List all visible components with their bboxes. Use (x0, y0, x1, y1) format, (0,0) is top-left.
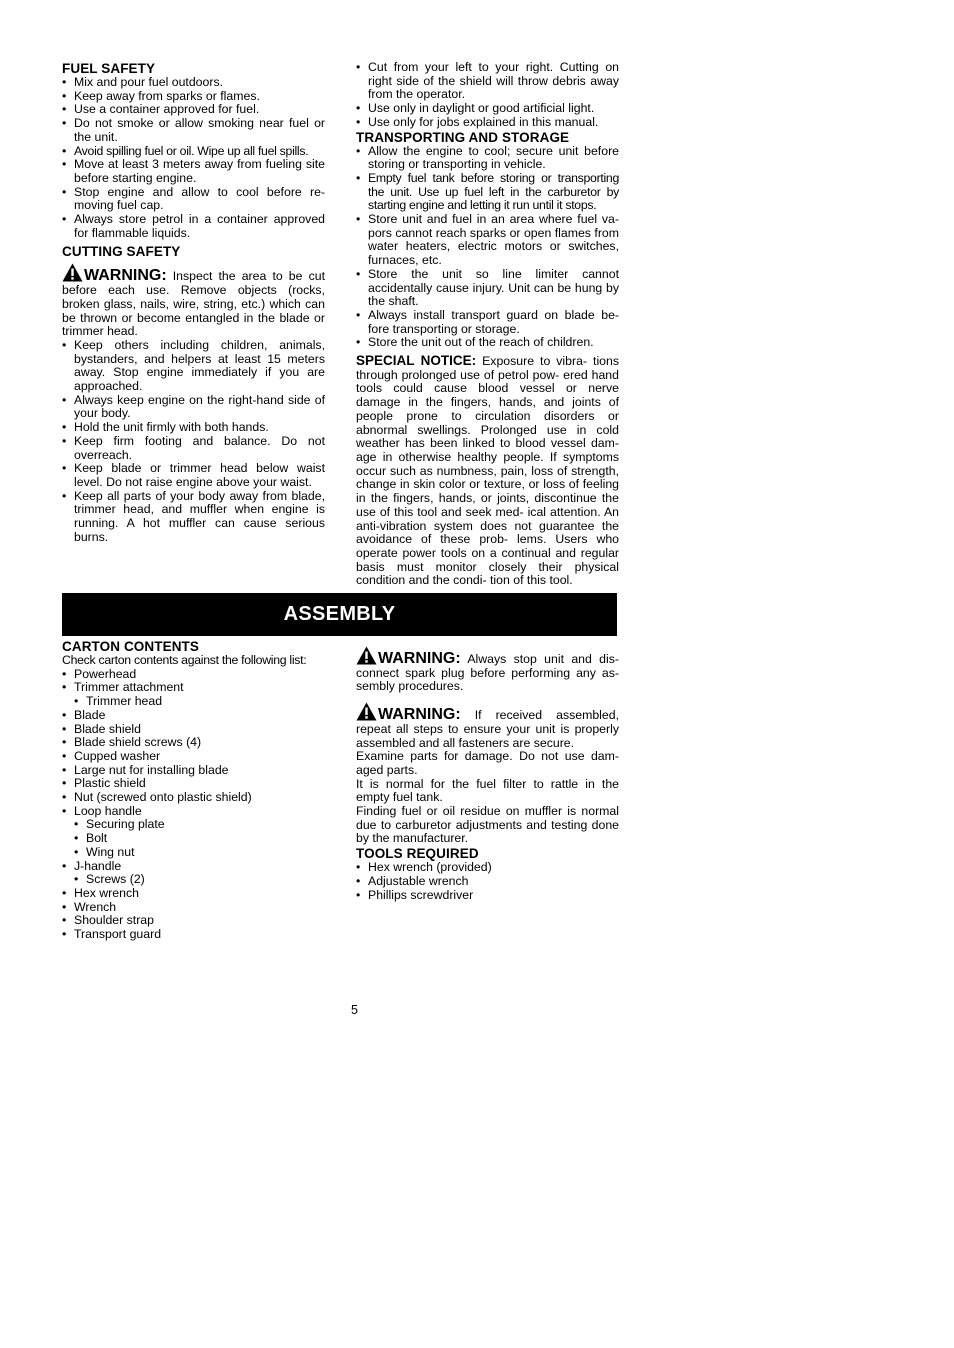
carton-contents-list (62, 668, 325, 942)
list-item: • Use only in daylight or good artificial light. (356, 102, 619, 116)
list-item: • J-handle (62, 860, 325, 874)
list-item: • Allow the engine to cool; secure unit before storing or transporting in vehicle. (356, 145, 619, 172)
list-item: • Hex wrench (62, 887, 325, 901)
list-item: • Avoid spilling fuel or oil. Wipe up all fuel spills. (62, 145, 325, 159)
special-notice-label: SPECIAL NOTICE: (356, 353, 477, 369)
list-item: • Keep firm footing and balance. Do not overreach. (62, 435, 325, 462)
list-item: • Keep all parts of your body away from blade, trimmer head, and muffler when engine is running. A hot muffler can cause serious burns. (62, 490, 325, 545)
warning-text: Always stop unit and dis- connect spark plug before performing any as- sembly procedures. (356, 652, 619, 694)
assembly-banner: ASSEMBLY (62, 593, 617, 636)
list-item: • Loop handle (62, 805, 325, 819)
list-item: • Large nut for installing blade (62, 764, 325, 778)
cutting-warning (62, 263, 325, 339)
assembly-warning-2 (356, 702, 619, 750)
cutting-safety-heading: CUTTING SAFETY (62, 244, 181, 260)
list-item: • Keep away from sparks or flames. (62, 90, 325, 104)
list-item: • Nut (screwed onto plastic shield) (62, 791, 325, 805)
fuel-safety-list (62, 76, 325, 240)
list-item: • Trimmer attachment (62, 681, 325, 695)
list-item: • Store the unit so line limiter cannot accidentally cause injury. Unit can be hung by the shaft. (356, 268, 619, 309)
cutting-safety-list-continued (356, 61, 619, 130)
list-item: • Trimmer head (62, 695, 325, 709)
list-item: • Use a container approved for fuel. (62, 103, 325, 117)
list-item: • Always install transport guard on blade be- fore transporting or storage. (356, 309, 619, 336)
list-item: • Shoulder strap (62, 914, 325, 928)
list-item: • Blade shield screws (4) (62, 736, 325, 750)
examine-parts-text: Examine parts for damage. Do not use dam- aged parts. (356, 749, 619, 777)
warning-triangle-icon (356, 646, 377, 665)
list-item: • Wrench (62, 901, 325, 915)
tools-required-list (356, 861, 619, 902)
page-number: 5 (351, 1003, 358, 1017)
list-item: • Hold the unit firmly with both hands. (62, 421, 325, 435)
carton-contents-intro: Check carton contents against the following list: (62, 653, 307, 667)
list-item: • Securing plate (62, 818, 325, 832)
assembly-warning-1 (356, 646, 619, 694)
warning-text: If received assembled, repeat all steps to ensure your unit is properly assembled and all fasteners are secure. (356, 708, 619, 750)
list-item: • Hex wrench (provided) (356, 861, 619, 875)
left-column-bottom (62, 639, 325, 942)
list-item: • Store unit and fuel in an area where fuel va- pors cannot reach sparks or open flames from water heaters, electric motors or switches, furnaces, etc. (356, 213, 619, 268)
list-item: • Cut from your left to your right. Cutting on right side of the shield will throw debris away from the operator. (356, 61, 619, 102)
list-item: • Plastic shield (62, 777, 325, 791)
cutting-safety-list (62, 339, 325, 545)
list-item: • Blade shield (62, 723, 325, 737)
list-item: • Screws (2) (62, 873, 325, 887)
list-item: • Blade (62, 709, 325, 723)
special-notice (356, 354, 619, 588)
fuel-filter-text: It is normal for the fuel filter to rattle in the empty fuel tank. (356, 776, 619, 805)
transporting-list (356, 145, 619, 351)
list-item: • Transport guard (62, 928, 325, 942)
list-item: • Adjustable wrench (356, 875, 619, 889)
fuel-residue-text: Finding fuel or oil residue on muffler is normal due to carburetor adjustments and testing done by the manufacturer. (356, 804, 619, 846)
right-column-top (356, 61, 619, 588)
list-item: • Keep blade or trimmer head below waist level. Do not raise engine above your waist. (62, 462, 325, 489)
warning-label: WARNING: (378, 706, 461, 724)
left-column-top (62, 61, 325, 545)
warning-triangle-icon (62, 263, 83, 282)
list-item: • Use only for jobs explained in this manual. (356, 116, 619, 130)
right-column-bottom (356, 646, 619, 902)
list-item: • Keep others including children, animals, bystanders, and helpers at least 15 meters away. Stop engine immediately if you are approached. (62, 339, 325, 394)
warning-label: WARNING: (84, 267, 167, 285)
tools-required-heading: TOOLS REQUIRED (356, 846, 479, 862)
list-item: • Powerhead (62, 668, 325, 682)
carton-contents-heading: CARTON CONTENTS (62, 639, 200, 654)
fuel-safety-heading: FUEL SAFETY (62, 61, 156, 76)
warning-label: WARNING: (378, 650, 461, 667)
list-item: • Phillips screwdriver (356, 889, 619, 903)
list-item: • Do not smoke or allow smoking near fuel or the unit. (62, 117, 325, 144)
warning-text: Inspect the area to be cut before each use. Remove objects (rocks, broken glass, nails, wire, string, etc.) which can be thrown or become entangled in the blade or trimmer head. (62, 269, 325, 339)
transporting-heading: TRANSPORTING AND STORAGE (356, 129, 570, 145)
list-item: • Empty fuel tank before storing or transporting the unit. Use up fuel left in the carburetor by starting engine and letting it run until it stops. (356, 172, 619, 213)
list-item: • Store the unit out of the reach of children. (356, 336, 619, 350)
list-item: • Mix and pour fuel outdoors. (62, 76, 325, 90)
list-item: • Stop engine and allow to cool before re- moving fuel cap. (62, 186, 325, 213)
list-item: • Move at least 3 meters away from fueling site before starting engine. (62, 158, 325, 185)
list-item: • Bolt (62, 832, 325, 846)
warning-triangle-icon (356, 702, 377, 721)
list-item: • Always store petrol in a container approved for flammable liquids. (62, 213, 325, 240)
list-item: • Wing nut (62, 846, 325, 860)
list-item: • Always keep engine on the right-hand side of your body. (62, 394, 325, 421)
list-item: • Cupped washer (62, 750, 325, 764)
special-notice-text: Exposure to vibra- tions through prolonged use of petrol pow- ered hand tools could cause blood vessel or nerve damage in the fingers, hands, and joints of people prone to circulation disorders or abnormal swellings. Prolonged use in cold weather has been linked to blood vessel dam- age in otherwise healthy people. If symptoms occur such as numbness, pain, loss of strength, change in skin color or texture, or loss of feeling in the fingers, hands, or joints, discontinue the use of this tool and seek med- ical attention. An anti-vibration system does not guarantee the avoidance of these prob- lems. Users who operate power tools on a continual and regular basis must monitor closely their physical condition and the condi- tion of this tool. (356, 354, 619, 588)
